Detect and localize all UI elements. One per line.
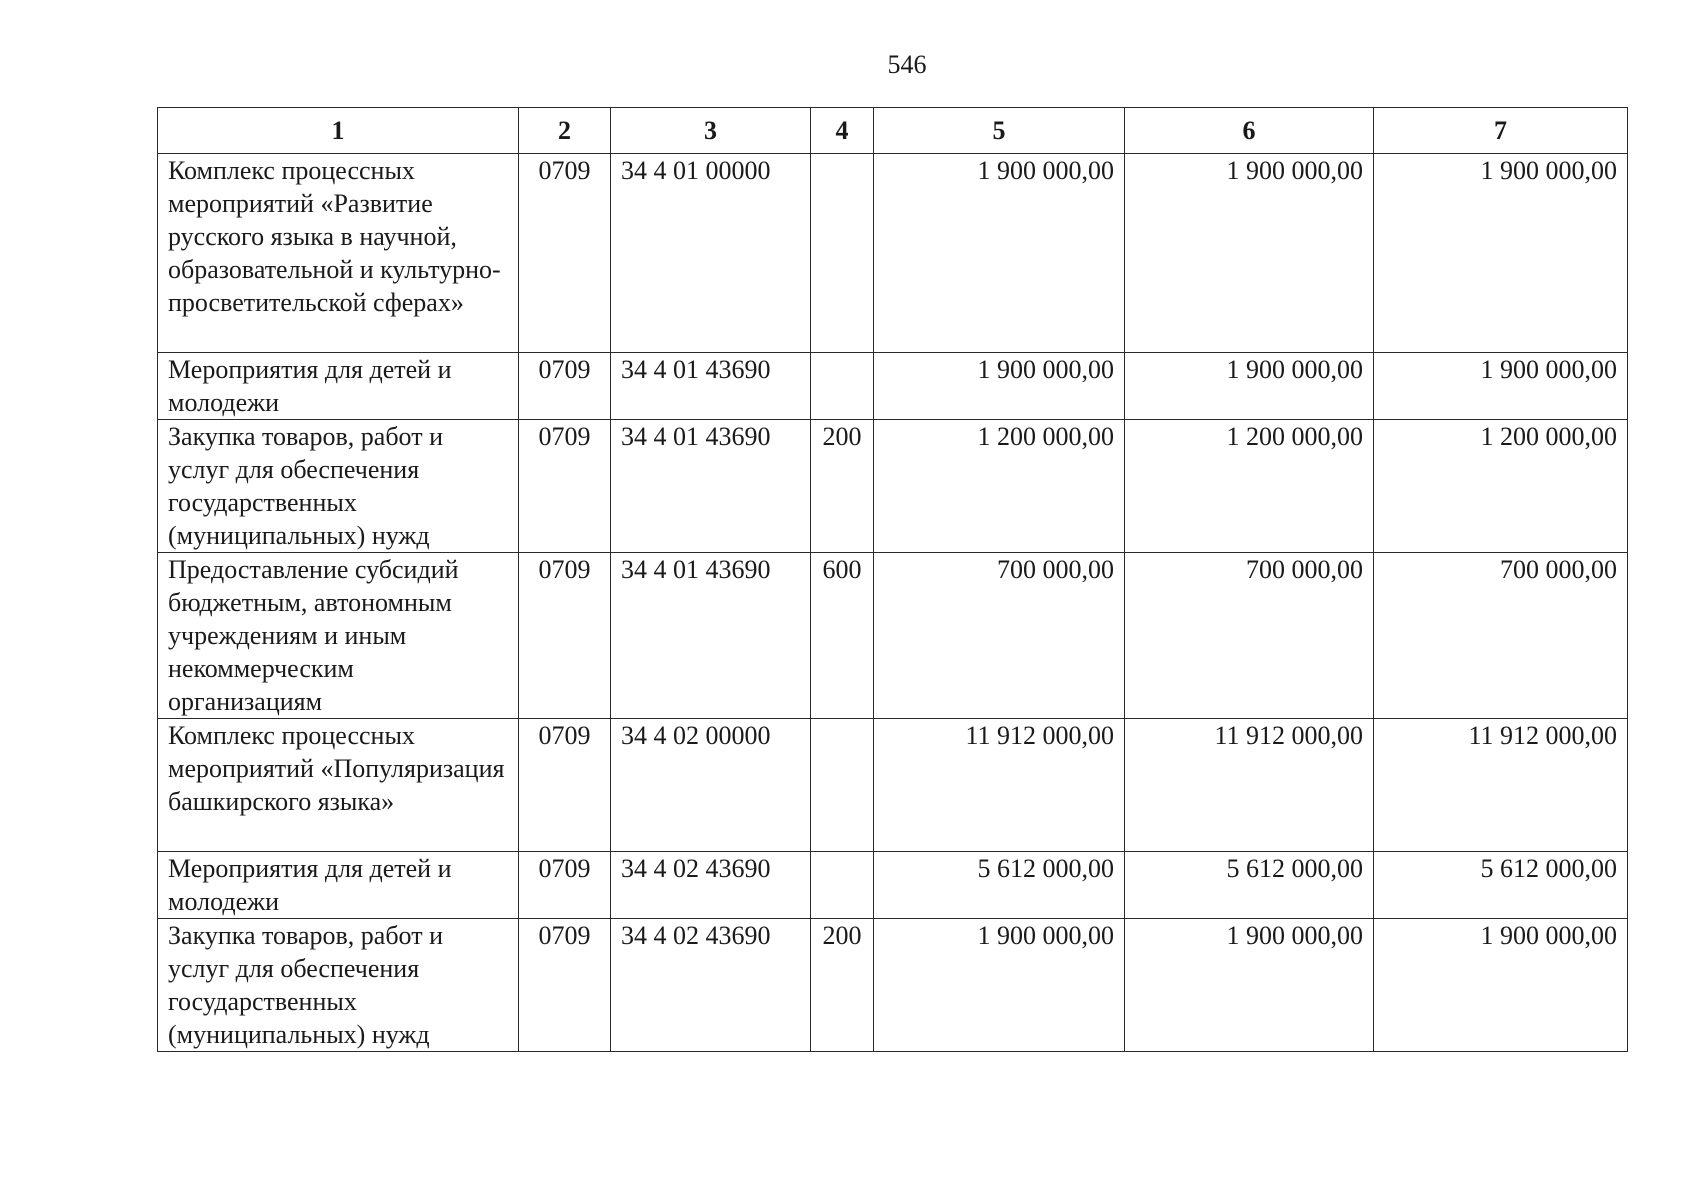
row-amount-1: 1 900 000,00	[874, 353, 1125, 420]
table-row	[158, 154, 1628, 353]
row-type	[811, 154, 874, 353]
row-amount-1: 1 200 000,00	[874, 420, 1125, 553]
row-type	[811, 719, 874, 852]
row-amount-3: 1 200 000,00	[1374, 420, 1628, 553]
row-amount-1: 1 900 000,00	[874, 154, 1125, 353]
row-section: 0709	[519, 154, 611, 353]
row-amount-3: 1 900 000,00	[1374, 154, 1628, 353]
row-amount-1: 5 612 000,00	[874, 852, 1125, 919]
row-amount-2: 5 612 000,00	[1125, 852, 1374, 919]
header-cell-2: 2	[519, 108, 611, 154]
row-amount-3: 1 900 000,00	[1374, 919, 1628, 1052]
header-cell-5: 5	[874, 108, 1125, 154]
row-name: Мероприятия для детей и молодежи	[158, 852, 519, 919]
table-row	[158, 919, 1628, 1052]
budget-table	[157, 107, 1628, 1052]
row-name: Мероприятия для детей и молодежи	[158, 353, 519, 420]
row-code: 34 4 02 43690	[611, 919, 811, 1052]
row-code: 34 4 02 00000	[611, 719, 811, 852]
row-code: 34 4 01 43690	[611, 553, 811, 719]
row-name: Комплекс процессных мероприятий «Развитие русского языка в научной, образовательной и культурно-просветительской сферах»	[158, 154, 519, 353]
header-row	[158, 108, 1628, 154]
header-cell-3: 3	[611, 108, 811, 154]
row-type: 600	[811, 553, 874, 719]
table-row	[158, 353, 1628, 420]
row-amount-1: 1 900 000,00	[874, 919, 1125, 1052]
row-amount-1: 11 912 000,00	[874, 719, 1125, 852]
row-section: 0709	[519, 852, 611, 919]
row-name: Закупка товаров, работ и услуг для обеспечения государственных (муниципальных) нужд	[158, 420, 519, 553]
row-amount-3: 700 000,00	[1374, 553, 1628, 719]
table-row	[158, 553, 1628, 719]
row-code: 34 4 01 00000	[611, 154, 811, 353]
row-code: 34 4 01 43690	[611, 420, 811, 553]
header-cell-7: 7	[1374, 108, 1628, 154]
row-section: 0709	[519, 719, 611, 852]
row-amount-2: 1 900 000,00	[1125, 919, 1374, 1052]
row-amount-3: 11 912 000,00	[1374, 719, 1628, 852]
row-amount-2: 1 200 000,00	[1125, 420, 1374, 553]
row-amount-2: 1 900 000,00	[1125, 353, 1374, 420]
row-name: Закупка товаров, работ и услуг для обеспечения государственных (муниципальных) нужд	[158, 919, 519, 1052]
header-cell-1: 1	[158, 108, 519, 154]
header-cell-4: 4	[811, 108, 874, 154]
row-section: 0709	[519, 553, 611, 719]
row-amount-2: 1 900 000,00	[1125, 154, 1374, 353]
row-section: 0709	[519, 919, 611, 1052]
row-name: Предоставление субсидий бюджетным, автономным учреждениям и иным некоммерческим организациям	[158, 553, 519, 719]
row-code: 34 4 01 43690	[611, 353, 811, 420]
table-row	[158, 420, 1628, 553]
row-name: Комплекс процессных мероприятий «Популяризация башкирского языка»	[158, 719, 519, 852]
row-type: 200	[811, 420, 874, 553]
row-amount-3: 5 612 000,00	[1374, 852, 1628, 919]
row-type	[811, 852, 874, 919]
row-amount-1: 700 000,00	[874, 553, 1125, 719]
row-section: 0709	[519, 353, 611, 420]
row-amount-3: 1 900 000,00	[1374, 353, 1628, 420]
header-cell-6: 6	[1125, 108, 1374, 154]
row-amount-2: 11 912 000,00	[1125, 719, 1374, 852]
row-section: 0709	[519, 420, 611, 553]
table-row	[158, 852, 1628, 919]
row-type: 200	[811, 919, 874, 1052]
table-row	[158, 719, 1628, 852]
page-number: 546	[887, 50, 927, 79]
row-amount-2: 700 000,00	[1125, 553, 1374, 719]
row-type	[811, 353, 874, 420]
row-code: 34 4 02 43690	[611, 852, 811, 919]
